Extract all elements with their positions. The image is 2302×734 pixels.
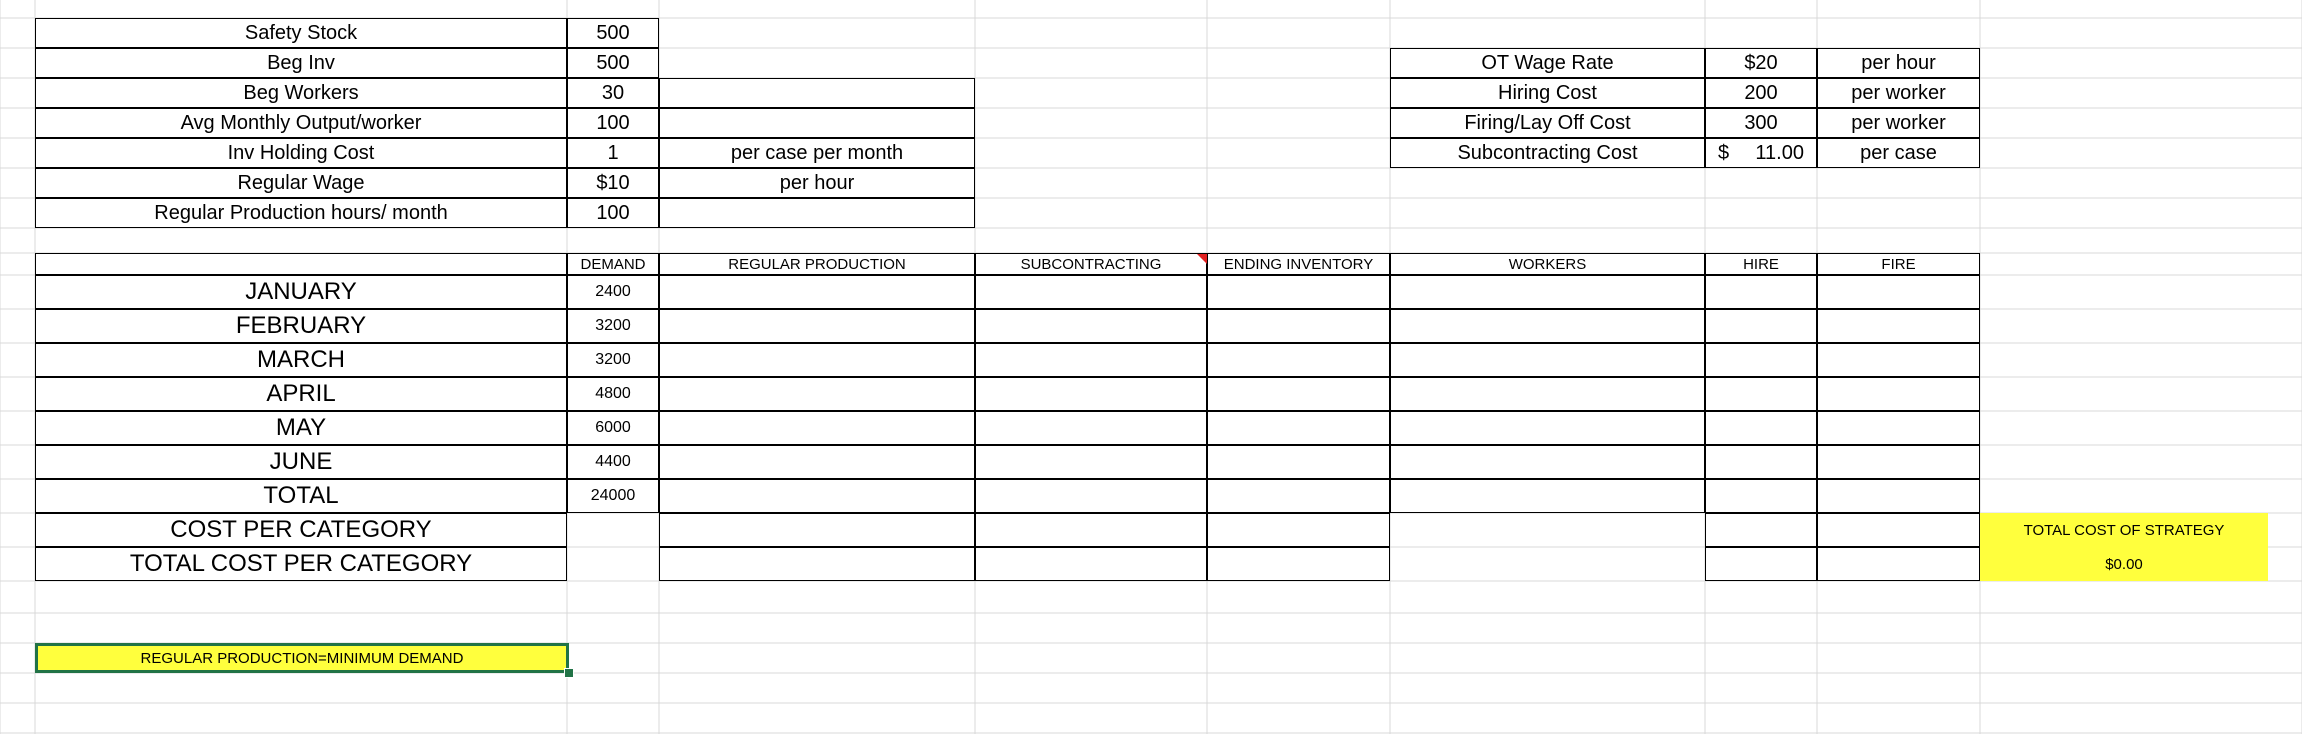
param-unit[interactable]: per case xyxy=(1817,138,1980,168)
empty-cell[interactable] xyxy=(1705,513,1817,547)
empty-cell[interactable] xyxy=(1390,275,1705,309)
param-value[interactable]: $20 xyxy=(1705,48,1817,78)
param-label[interactable]: OT Wage Rate xyxy=(1390,48,1705,78)
empty-cell[interactable] xyxy=(975,377,1207,411)
empty-cell[interactable] xyxy=(1817,377,1980,411)
total-cost-row-label[interactable]: TOTAL COST PER CATEGORY xyxy=(35,547,567,581)
empty-cell[interactable] xyxy=(1390,513,1705,547)
param-unit[interactable] xyxy=(659,198,975,228)
empty-cell[interactable] xyxy=(1207,411,1390,445)
param-unit[interactable]: per worker xyxy=(1817,108,1980,138)
empty-cell[interactable] xyxy=(1705,411,1817,445)
empty-cell[interactable] xyxy=(1817,411,1980,445)
empty-cell[interactable] xyxy=(1817,309,1980,343)
month-row-label[interactable]: JANUARY xyxy=(35,275,567,309)
param-label[interactable]: Beg Workers xyxy=(35,78,567,108)
param-label[interactable]: Avg Monthly Output/worker xyxy=(35,108,567,138)
empty-cell[interactable] xyxy=(659,445,975,479)
param-unit[interactable]: per hour xyxy=(659,168,975,198)
selected-cell-regular-production[interactable]: REGULAR PRODUCTION=MINIMUM DEMAND xyxy=(35,643,569,673)
empty-cell[interactable] xyxy=(975,479,1207,513)
empty-cell[interactable] xyxy=(1817,547,1980,581)
header-demand[interactable]: DEMAND xyxy=(567,253,659,275)
param-value[interactable]: 500 xyxy=(567,18,659,48)
empty-cell[interactable] xyxy=(1705,275,1817,309)
param-value[interactable]: 200 xyxy=(1705,78,1817,108)
empty-cell[interactable] xyxy=(1705,445,1817,479)
empty-cell[interactable] xyxy=(1207,479,1390,513)
demand-cell[interactable]: 24000 xyxy=(567,479,659,513)
total-cost-strategy-value: $0.00 xyxy=(1980,547,2268,581)
empty-cell[interactable] xyxy=(659,377,975,411)
param-unit[interactable] xyxy=(659,78,975,108)
param-label[interactable]: Regular Production hours/ month xyxy=(35,198,567,228)
empty-cell[interactable] xyxy=(1817,275,1980,309)
empty-cell[interactable] xyxy=(1207,513,1390,547)
param-value[interactable]: $10 xyxy=(567,168,659,198)
param-value[interactable]: 500 xyxy=(567,48,659,78)
demand-cell[interactable]: 2400 xyxy=(567,275,659,309)
currency-amount: 11.00 xyxy=(1755,141,1804,164)
empty-cell[interactable] xyxy=(975,513,1207,547)
empty-cell[interactable] xyxy=(1817,513,1980,547)
empty-cell[interactable] xyxy=(1390,309,1705,343)
param-label[interactable]: Subcontracting Cost xyxy=(1390,138,1705,168)
demand-cell[interactable]: 6000 xyxy=(567,411,659,445)
empty-cell[interactable] xyxy=(1705,309,1817,343)
empty-cell[interactable] xyxy=(1705,377,1817,411)
header-regular-production[interactable]: REGULAR PRODUCTION xyxy=(659,253,975,275)
demand-cell[interactable] xyxy=(567,513,659,547)
empty-cell[interactable] xyxy=(975,445,1207,479)
empty-cell[interactable] xyxy=(659,343,975,377)
month-row-label[interactable]: MAY xyxy=(35,411,567,445)
demand-cell[interactable]: 4800 xyxy=(567,377,659,411)
empty-cell[interactable] xyxy=(1207,309,1390,343)
demand-cell[interactable]: 4400 xyxy=(567,445,659,479)
empty-cell[interactable] xyxy=(1817,445,1980,479)
param-label[interactable]: Beg Inv xyxy=(35,48,567,78)
month-row-label[interactable]: FEBRUARY xyxy=(35,309,567,343)
empty-cell[interactable] xyxy=(1207,547,1390,581)
empty-cell[interactable] xyxy=(1390,377,1705,411)
comment-indicator[interactable] xyxy=(1197,254,1207,264)
header-ending-inventory[interactable]: ENDING INVENTORY xyxy=(1207,253,1390,275)
param-value[interactable] xyxy=(1705,138,1817,168)
param-value[interactable]: 100 xyxy=(567,108,659,138)
demand-cell[interactable] xyxy=(567,547,659,581)
param-unit[interactable]: per case per month xyxy=(659,138,975,168)
param-value[interactable]: 100 xyxy=(567,198,659,228)
empty-cell[interactable] xyxy=(659,513,975,547)
empty-cell[interactable] xyxy=(1390,411,1705,445)
param-value[interactable]: 30 xyxy=(567,78,659,108)
empty-cell[interactable] xyxy=(659,275,975,309)
month-row-label[interactable]: JUNE xyxy=(35,445,567,479)
param-unit[interactable]: per worker xyxy=(1817,78,1980,108)
param-label[interactable]: Hiring Cost xyxy=(1390,78,1705,108)
param-unit[interactable] xyxy=(659,108,975,138)
param-value[interactable]: 1 xyxy=(567,138,659,168)
empty-cell[interactable] xyxy=(659,547,975,581)
empty-cell[interactable] xyxy=(1207,377,1390,411)
empty-cell[interactable] xyxy=(1705,547,1817,581)
empty-cell[interactable] xyxy=(1817,343,1980,377)
empty-cell[interactable] xyxy=(975,309,1207,343)
demand-cell[interactable]: 3200 xyxy=(567,309,659,343)
empty-cell[interactable] xyxy=(659,411,975,445)
empty-cell[interactable] xyxy=(1390,343,1705,377)
fill-handle[interactable] xyxy=(564,668,574,678)
month-row-label[interactable]: APRIL xyxy=(35,377,567,411)
param-label[interactable]: Safety Stock xyxy=(35,18,567,48)
param-value[interactable]: 300 xyxy=(1705,108,1817,138)
header-hire[interactable]: HIRE xyxy=(1705,253,1817,275)
param-label[interactable]: Regular Wage xyxy=(35,168,567,198)
empty-cell[interactable] xyxy=(975,275,1207,309)
currency-symbol: $ xyxy=(1718,141,1730,164)
header-fire[interactable]: FIRE xyxy=(1817,253,1980,275)
header-workers[interactable]: WORKERS xyxy=(1390,253,1705,275)
empty-cell[interactable] xyxy=(1705,479,1817,513)
empty-cell[interactable] xyxy=(975,411,1207,445)
empty-cell[interactable] xyxy=(659,479,975,513)
empty-cell[interactable] xyxy=(1390,445,1705,479)
empty-cell[interactable] xyxy=(1390,479,1705,513)
demand-cell[interactable]: 3200 xyxy=(567,343,659,377)
empty-cell[interactable] xyxy=(975,547,1207,581)
empty-cell[interactable] xyxy=(975,343,1207,377)
cost-row-label[interactable]: COST PER CATEGORY xyxy=(35,513,567,547)
empty-cell[interactable] xyxy=(1390,547,1705,581)
header-blank[interactable] xyxy=(35,253,567,275)
empty-cell[interactable] xyxy=(659,309,975,343)
empty-cell[interactable] xyxy=(1817,479,1980,513)
month-row-label[interactable]: MARCH xyxy=(35,343,567,377)
empty-cell[interactable] xyxy=(1207,275,1390,309)
param-unit[interactable]: per hour xyxy=(1817,48,1980,78)
param-label[interactable]: Inv Holding Cost xyxy=(35,138,567,168)
total-cost-strategy-label: TOTAL COST OF STRATEGY xyxy=(1980,513,2268,547)
total-row-label[interactable]: TOTAL xyxy=(35,479,567,513)
header-subcontracting[interactable]: SUBCONTRACTING xyxy=(975,253,1207,275)
param-label[interactable]: Firing/Lay Off Cost xyxy=(1390,108,1705,138)
empty-cell[interactable] xyxy=(1207,343,1390,377)
empty-cell[interactable] xyxy=(1207,445,1390,479)
empty-cell[interactable] xyxy=(1705,343,1817,377)
